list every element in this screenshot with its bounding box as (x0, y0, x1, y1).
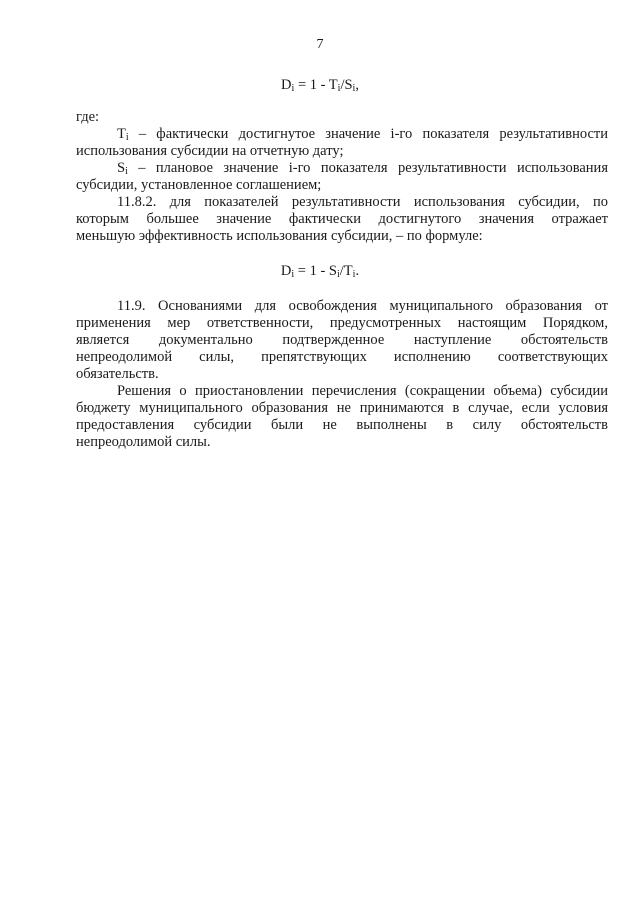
paragraph-11-9-line-5: обязательств. (76, 366, 159, 382)
s-subscript: i (125, 166, 128, 177)
formula-subscript: i (291, 269, 295, 280)
formula-text: /T (339, 263, 353, 279)
t-definition-line-2: использования субсидии на отчетную дату; (76, 143, 344, 159)
formula-subscript: i (352, 83, 356, 94)
where-label: где: (76, 109, 100, 125)
formula-subscript: i (352, 269, 356, 280)
t-subscript: i (125, 132, 129, 143)
paragraph-decision-line-1: Решения о приостановлении перечисления (сокращении объема) субсидии (117, 383, 608, 399)
s-definition-text: – плановое значение i-го показателя результативности использования (127, 160, 608, 176)
paragraph-decision-line-4: непреодолимой силы. (76, 434, 211, 450)
formula-d-s-over-t (0, 263, 640, 280)
paragraph-decision-line-3: предоставления субсидии были не выполнены в силу обстоятельств (76, 417, 608, 433)
t-definition-text: – фактически достигнутое значение i-го показателя результативности (128, 126, 608, 142)
paragraph-11-9-line-2: применения мер ответственности, предусмотренных настоящим Порядком, (76, 315, 608, 331)
formula-text: D (280, 263, 292, 279)
formula-text: D (281, 77, 292, 93)
paragraph-11-9-line-1: 11.9. Основаниями для освобождения муниципального образования от (117, 298, 608, 314)
paragraph-11-8-2-line-1: 11.8.2. для показателей результативности использования субсидии, по (117, 194, 608, 210)
paragraph-11-9-line-3: является документально подтвержденное наступление обстоятельств (76, 332, 608, 348)
paragraph-decision-line-2: бюджету муниципального образования не принимаются в случае, если условия (76, 400, 608, 416)
formula-text: , (355, 77, 359, 93)
s-definition-line-2: субсидии, установленное соглашением; (76, 177, 322, 193)
paragraph-11-8-2-line-2: которым большее значение фактически достигнутого значения отражает (76, 211, 608, 227)
s-symbol: S (117, 160, 126, 176)
paragraph-11-9-line-4: непреодолимой силы, препятствующих исполнению соответствующих (76, 349, 608, 365)
formula-subscript: i (291, 83, 295, 94)
formula-d-t-over-s (0, 77, 640, 94)
formula-subscript: i (337, 83, 341, 94)
page-number: 7 (316, 37, 324, 52)
formula-subscript: i (337, 269, 340, 280)
formula-text: = 1 - T (294, 77, 338, 93)
formula-text: = 1 - S (294, 263, 337, 279)
paragraph-11-8-2-line-3: меньшую эффективность использования субсидии, – по формуле: (76, 228, 483, 244)
formula-text: /S (340, 77, 353, 93)
formula-text: . (355, 263, 360, 279)
t-symbol: T (117, 126, 126, 142)
